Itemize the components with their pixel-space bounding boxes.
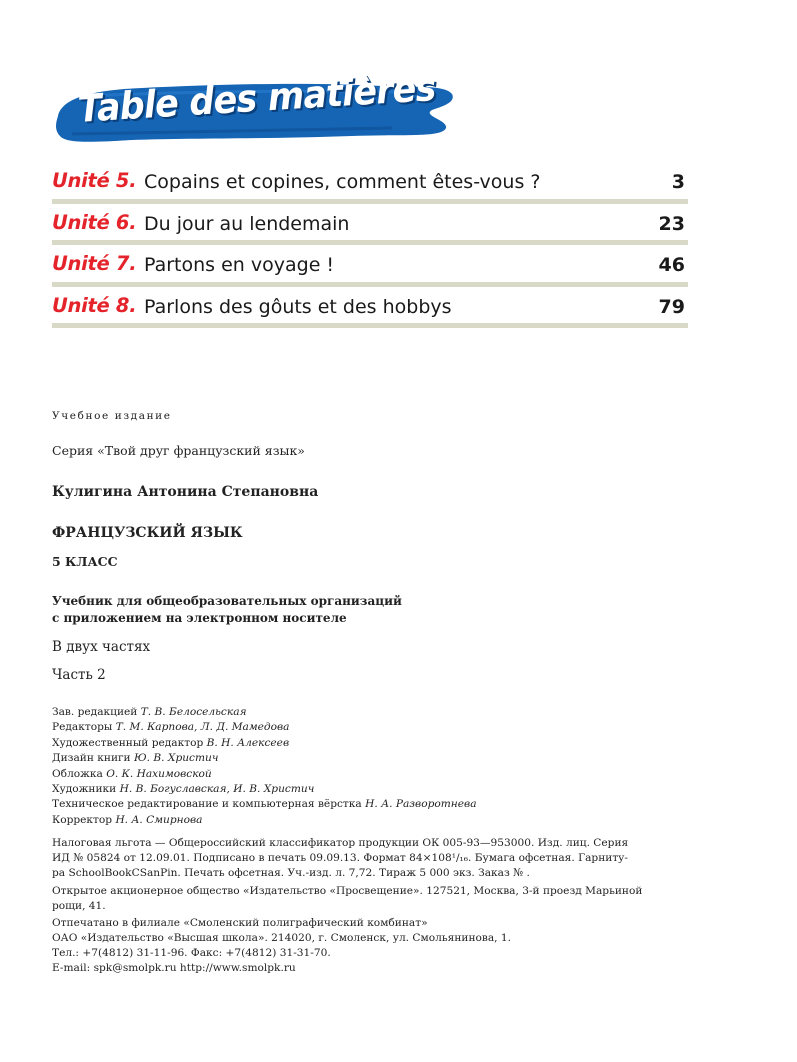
toc-banner (52, 66, 456, 146)
table-of-contents (52, 162, 688, 328)
purpose-line: Учебник для общеобразовательных организаций (52, 594, 402, 608)
parts-label: В двух частях (52, 639, 151, 655)
toc-page-number: 23 (658, 212, 685, 235)
toc-unit-label: Unité 5. (52, 169, 137, 192)
credit-role: Редакторы (52, 721, 113, 734)
toc-row-unit-6[interactable] (52, 204, 688, 246)
credit-person: Н. В. Богуславская, И. В. Христич (119, 783, 315, 796)
toc-page-number: 79 (658, 295, 685, 318)
credit-line (52, 767, 477, 782)
printer-contact-line: E-mail: spk@smolpk.ru http://www.smolpk.ru (52, 962, 296, 974)
credit-line (52, 797, 477, 812)
toc-unit-label: Unité 7. (52, 252, 137, 275)
printer-line: Тел.: +7(4812) 31-11-96. Факс: +7(4812) 31-31-70. (52, 947, 331, 959)
toc-unit-title: Parlons des gôuts et des hobbys (144, 295, 452, 318)
printer-line: ОАО «Издательство «Высшая школа». 214020, г. Смоленск, ул. Смольянинова, 1. (52, 932, 512, 944)
credit-role: Художники (52, 783, 117, 796)
credit-line (52, 782, 477, 797)
toc-unit-label: Unité 8. (52, 293, 137, 317)
printer-line: Отпечатано в филиале «Смоленский полиграфический комбинат» (52, 917, 428, 929)
publisher-line: рощи, 41. (52, 900, 106, 912)
print-details (52, 836, 698, 881)
credit-role: Зав. редакцией (52, 706, 138, 718)
credit-role: Обложка (52, 767, 103, 780)
credits-list (52, 705, 477, 828)
credit-role: Техническое редактирование и компьютерная вёрстка (52, 798, 362, 811)
book-title: ФРАНЦУЗСКИЙ ЯЗЫК (52, 525, 243, 541)
print-details-line: ра SchoolBookCSanPin. Печать офсетная. Уч.-изд. л. 7,72. Тираж 5 000 экз. Заказ № . (52, 867, 530, 879)
credit-person: Н. А. Разворотнева (365, 798, 477, 811)
credit-person: Т. В. Белосельская (140, 706, 247, 718)
purpose-line: с приложением на электронном носителе (52, 610, 347, 625)
grade-label: 5 КЛАСС (52, 554, 118, 569)
toc-page-number: 46 (658, 254, 685, 276)
credit-line (52, 705, 477, 720)
author-name: Кулигина Антонина Степановна (52, 484, 319, 500)
toc-row-unit-7[interactable] (52, 245, 688, 287)
credit-person: В. Н. Алексеев (206, 736, 290, 749)
credit-line (52, 813, 477, 828)
toc-unit-title: Copains et copines, comment êtes-vous ? (144, 171, 541, 193)
credit-person: Т. М. Карпова, Л. Д. Мамедова (115, 721, 290, 734)
publisher-line: Открытое акционерное общество «Издательство «Просвещение». 127521, Москва, 3-й проезд Марьиной (52, 885, 643, 897)
credit-line (52, 751, 477, 766)
toc-page-number: 3 (671, 171, 685, 193)
series-line: Серия «Твой друг французский язык» (52, 443, 305, 458)
publisher-info (52, 884, 698, 914)
toc-unit-title: Du jour au lendemain (144, 212, 350, 235)
part-label: Часть 2 (52, 667, 106, 683)
toc-row-unit-5[interactable] (52, 162, 688, 204)
toc-unit-title: Partons en voyage ! (144, 254, 335, 276)
credit-person: О. К. Нахимовской (106, 767, 212, 780)
purpose-text (52, 593, 402, 626)
credit-line (52, 736, 477, 751)
print-details-line: ИД № 05824 от 12.09.01. Подписано в печать 09.09.13. Формат 84×108¹/₁₆. Бумага офсетная. Гарниту- (52, 852, 628, 864)
credit-person: Ю. В. Христич (134, 752, 219, 765)
printer-info (52, 916, 511, 976)
toc-row-unit-8[interactable] (52, 287, 688, 329)
print-details-line: Налоговая льгота — Общероссийский классификатор продукции ОК 005-93—953000. Изд. лиц. Серия (52, 837, 629, 849)
toc-unit-label: Unité 6. (52, 210, 137, 234)
credit-line (52, 720, 477, 735)
credit-role: Дизайн книги (52, 752, 131, 765)
credit-role: Художественный редактор (52, 736, 204, 749)
edition-label: Учебное издание (52, 410, 172, 422)
credit-role: Корректор (52, 813, 113, 826)
toc-heading: Table des matières (76, 66, 437, 132)
credit-person: Н. А. Смирнова (115, 813, 203, 826)
